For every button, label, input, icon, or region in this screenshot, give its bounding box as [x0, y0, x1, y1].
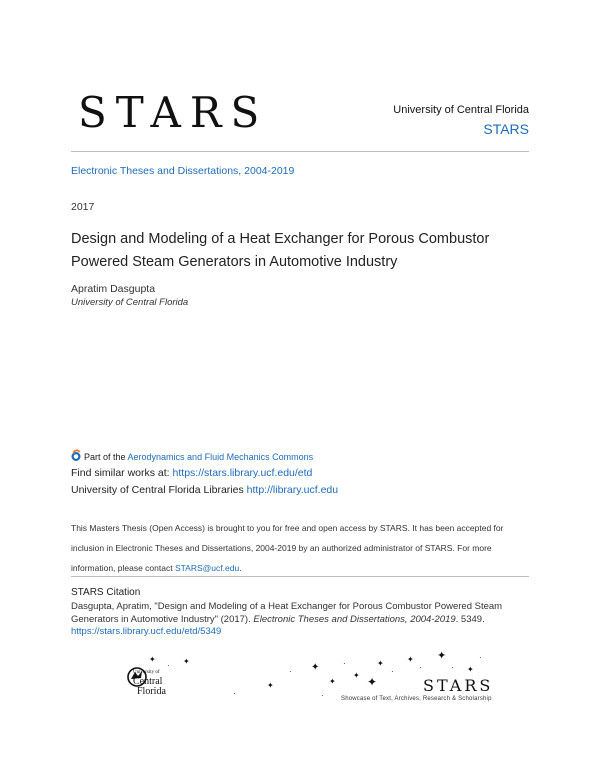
part-of-line: [71, 449, 313, 463]
citation-part2: . 5349.: [455, 613, 485, 625]
star-icon: ✦: [353, 671, 360, 680]
contact-email-link[interactable]: STARS@ucf.edu: [174, 563, 240, 573]
notice-end: .: [239, 563, 242, 573]
stars-logo[interactable]: STARS: [78, 88, 269, 137]
star-icon: ·: [343, 659, 346, 668]
ucf-line3: Florida: [137, 686, 166, 697]
footer-stars-tagline: Showcase of Text, Archives, Research & Scholarship: [341, 696, 492, 702]
citation-url[interactable]: https://stars.library.ucf.edu/etd/5349: [71, 626, 222, 637]
star-icon: ·: [419, 663, 422, 672]
star-icon: ✦: [377, 659, 384, 668]
star-icon: ·: [451, 663, 454, 672]
thesis-title: Design and Modeling of a Heat Exchanger for Porous Combustor Powered Steam Generators in Automotive Industry: [71, 231, 490, 270]
notice-text: This Masters Thesis (Open Access) is brought to you for free and open access by STARS. It has been accepted for inclusion in Electronic Theses and Dissertations, 2004-2019 by an authorized administrator of STARS. For more information, please contact: [71, 523, 504, 573]
find-similar-line: [71, 467, 312, 479]
star-icon: ·: [391, 667, 394, 676]
footer-logos: [71, 648, 531, 708]
citation-part1: Dasgupta, Apratim, "Design and Modeling of a Heat Exchanger for Porous Combustor Powered Steam Generators in Automotive Industry" (2017).: [71, 601, 503, 625]
star-icon: ✦: [183, 657, 190, 666]
university-name[interactable]: University of Central Florida: [393, 104, 529, 116]
series-link[interactable]: Electronic Theses and Dissertations, 2004-2019: [71, 165, 295, 177]
star-icon: ✦: [367, 675, 378, 689]
star-icon: ✦: [407, 655, 414, 664]
libraries-link[interactable]: http://library.ucf.edu: [246, 484, 339, 496]
star-icon: ·: [321, 691, 324, 700]
star-icon: ✦: [311, 662, 320, 673]
citation-journal: Electronic Theses and Dissertations, 2004-2019: [253, 613, 456, 625]
star-icon: ✦: [267, 681, 274, 690]
footer-stars-logo: STARS: [423, 676, 494, 695]
stars-link[interactable]: STARS: [483, 121, 529, 137]
star-icon: ✦: [437, 650, 447, 662]
star-icon: ·: [289, 667, 292, 676]
open-lock-icon: [71, 449, 82, 461]
citation-heading: STARS Citation: [71, 587, 141, 598]
star-icon: ✦: [329, 677, 336, 686]
star-icon: ·: [479, 653, 482, 662]
publication-year: 2017: [71, 201, 95, 213]
author-name: Apratim Dasgupta: [71, 283, 156, 295]
star-icon: ·: [233, 689, 236, 698]
star-icon: ·: [167, 661, 170, 670]
libraries-line: [71, 484, 338, 496]
part-of-prefix: Part of the: [84, 452, 128, 462]
commons-link[interactable]: Aerodynamics and Fluid Mechanics Commons: [127, 452, 314, 462]
star-icon: ✦: [467, 665, 474, 674]
star-icon: ✦: [149, 655, 156, 664]
ucf-line1: University of: [133, 670, 160, 675]
citation-divider: [71, 576, 529, 577]
citation-text: [71, 601, 531, 639]
header-divider: [71, 151, 529, 152]
find-similar-link[interactable]: https://stars.library.ucf.edu/etd: [172, 467, 313, 479]
author-affiliation: University of Central Florida: [71, 297, 189, 308]
find-similar-prefix: Find similar works at:: [71, 467, 173, 479]
access-notice: [71, 518, 531, 578]
libraries-prefix: University of Central Florida Libraries: [71, 484, 247, 496]
ucf-line2: Central: [133, 676, 163, 687]
